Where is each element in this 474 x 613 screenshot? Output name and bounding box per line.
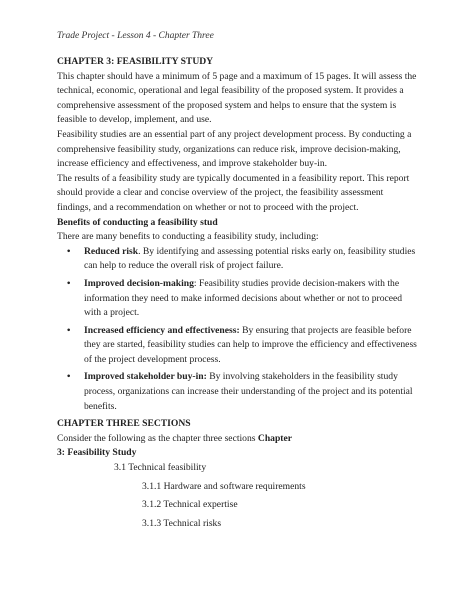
section-item-3-1: 3.1 Technical feasibility	[114, 462, 207, 474]
benefit-text: By involving stakeholders in the feasibility study process, organizations can increase their understanding of the project and its potential benefits.	[84, 371, 413, 412]
benefit-term: Increased efficiency and effectiveness:	[84, 324, 240, 336]
sections-subheading: 3: Feasibility Study	[57, 447, 137, 459]
section-item-3-1-2: 3.1.2 Technical expertise	[142, 499, 238, 511]
benefit-term: Improved decision-making	[84, 277, 194, 289]
bullet-icon: •	[67, 324, 71, 336]
paragraph-3: The results of a feasibility study are typically documented in a feasibility report. This report should provide a clear and concise overview of the project, the feasibility assessment findings, and a recommendation on whether or not to proceed with the project.	[57, 172, 410, 213]
list-item: • Improved decision-making: Feasibility studies provide decision-makers with the information they need to make informed decisions about whether or not to proceed with a project.	[67, 277, 403, 319]
list-item	[57, 370, 417, 414]
benefit-term: Reduced risk	[84, 245, 139, 257]
sections-intro	[57, 432, 417, 447]
paragraph-2: Feasibility studies are an essential part of any project development process. By conducting a comprehensive feasibility study, organizations can reduce risk, improve decision-making, increase efficiency and effectiveness, and improve stakeholder buy-in.	[57, 128, 412, 170]
running-header: Trade Project - Lesson 4 - Chapter Three	[57, 31, 214, 41]
sections-intro-bold: Chapter	[257, 432, 292, 444]
benefits-list	[57, 245, 417, 415]
bullet-icon: •	[67, 277, 71, 289]
document-body	[57, 55, 417, 531]
benefit-text: Feasibility studies provide decision-makers with the information they need to make informed decisions about whether or not to proceed with a project.	[84, 277, 403, 319]
bullet-icon: •	[67, 371, 71, 383]
sections-intro-text: Consider the following as the chapter three sections	[57, 432, 256, 444]
benefit-text: By identifying and assessing potential risks early on, feasibility studies can help to reduce the overall risk of project failure.	[84, 245, 416, 272]
benefit-term: Improved stakeholder buy-in:	[84, 371, 207, 383]
benefits-intro: There are many benefits to conducting a feasibility study, including:	[57, 231, 319, 243]
bullet-icon: •	[67, 245, 71, 257]
section-item-3-1-1: 3.1.1 Hardware and software requirements	[142, 480, 306, 492]
intro-paragraph: This chapter should have a minimum of 5 page and a maximum of 15 pages. It will assess the technical, economic, operational and legal feasibility of the proposed system. It provides a comprehensive assessment of the proposed system and helps to ensure that the system is feasible to develop, implement, and use.	[57, 70, 417, 126]
benefits-heading: Benefits of conducting a feasibility stud	[57, 216, 218, 228]
list-item: • Reduced risk. By identifying and assessing potential risks early on, feasibility studies can help to reduce the overall risk of project failure.	[67, 245, 416, 272]
sections-heading: CHAPTER THREE SECTIONS	[57, 418, 191, 430]
list-item	[57, 324, 417, 368]
benefit-text: By ensuring that projects are feasible before they are started, feasibility studies can help to improve the efficiency and effectiveness of the project development process.	[84, 324, 417, 365]
chapter-title: CHAPTER 3: FEASIBILITY STUDY	[57, 56, 214, 67]
section-item-3-1-3: 3.1.3 Technical risks	[142, 517, 222, 529]
